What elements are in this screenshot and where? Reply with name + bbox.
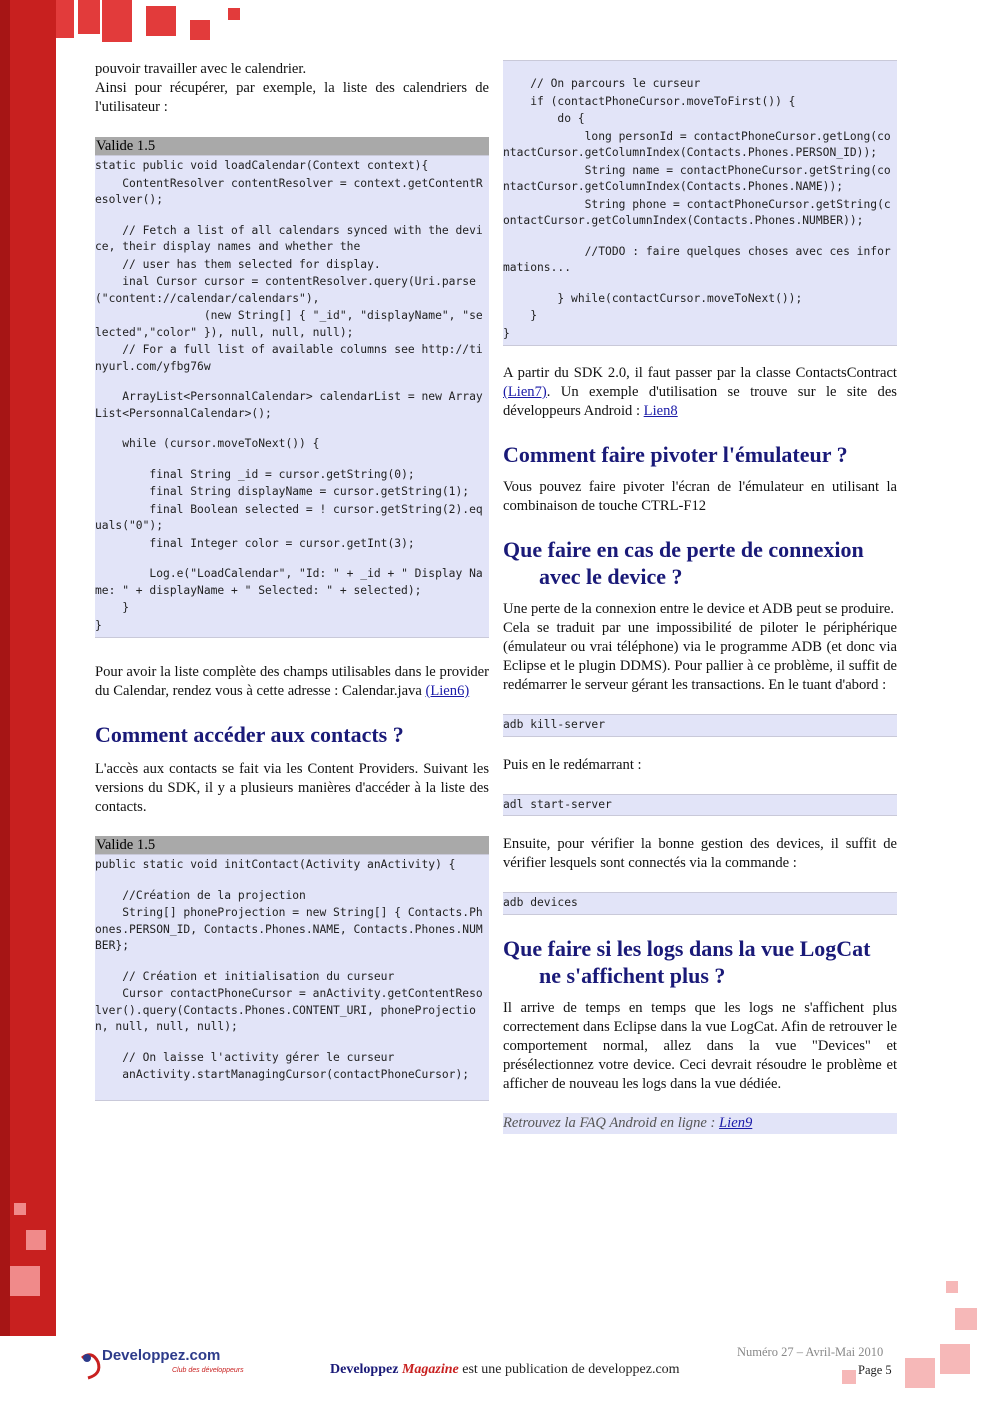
code-line xyxy=(95,210,489,223)
paragraph: Ainsi pour récupérer, par exemple, la liste des calendriers de l'utilisateur : xyxy=(95,80,489,115)
paragraph xyxy=(95,663,489,701)
left-red-band-edge xyxy=(0,0,10,1336)
paragraph: Puis en le redémarrant : xyxy=(503,756,642,773)
code-line xyxy=(503,278,897,291)
logo-subtitle: Club des développeurs xyxy=(172,1367,244,1374)
deco-square xyxy=(955,1308,977,1330)
code-line xyxy=(95,376,489,389)
code-line: final String displayName = cursor.getString(1); xyxy=(95,485,470,498)
code-line: } xyxy=(95,618,102,632)
deco-square xyxy=(842,1370,856,1384)
code-line: while (cursor.moveToNext()) { xyxy=(95,437,320,450)
code-line: // For a full list of available columns see http://tinyurl.com/yfbg76w xyxy=(95,343,483,373)
paragraph-text: A partir du SDK 2.0, il faut passer par la classe ContactsContract xyxy=(503,365,897,381)
deco-square xyxy=(10,1266,40,1296)
deco-square xyxy=(14,1203,26,1215)
faq-note xyxy=(503,1113,897,1134)
code-line xyxy=(95,454,489,467)
left-column xyxy=(95,60,489,1101)
faq-text: Retrouvez la FAQ Android en ligne : xyxy=(503,1114,720,1131)
link-lien9[interactable]: Lien9 xyxy=(719,1114,753,1131)
paragraph-text: . Un exemple d'utilisation se trouve sur le site des développeurs Android : xyxy=(503,384,897,419)
paragraph: Il arrive de temps en temps que les logs ne s'affichent plus correctement dans Eclipse dans la vue LogCat. Afin de retrouver le comportement normal, allez dans la vue "Devices" et présélectionnez votre device. Ceci devrait résoudre le problème et afficher de nouveau les logs dans la vue dédiée. xyxy=(503,999,897,1092)
code-block xyxy=(503,60,897,346)
code-line: } while(contactCursor.moveToNext()); xyxy=(503,291,803,305)
code-line xyxy=(503,231,897,244)
code-line: String[] phoneProjection = new String[] { Contacts.Phones.PERSON_ID, Contacts.Phones.NAME, Contacts.Phones.NUMBER}; xyxy=(95,906,483,952)
code-line xyxy=(95,553,489,566)
code-line: // Fetch a list of all calendars synced with the device, their display names and whether the xyxy=(95,223,483,253)
code-line: // On laisse l'activity gérer le curseur xyxy=(95,1050,395,1064)
deco-square xyxy=(946,1281,958,1293)
issue-number: Numéro 27 – Avril-Mai 2010 xyxy=(737,1345,884,1359)
code-line: // On parcours le curseur xyxy=(503,77,701,90)
code-line: if (contactPhoneCursor.moveToFirst()) { xyxy=(503,94,796,108)
code-line xyxy=(95,423,489,436)
heading-line: avec le device ? xyxy=(539,564,683,589)
publication-line xyxy=(330,1362,680,1378)
code-line: final Boolean selected = ! cursor.getString(2).equals("0"); xyxy=(95,502,483,532)
deco-square xyxy=(26,1230,46,1250)
code-line: anActivity.startManagingCursor(contactPhoneCursor); xyxy=(95,1068,470,1081)
heading-contacts: Comment accéder aux contacts ? xyxy=(95,722,404,747)
heading-line: Que faire si les logs dans la vue LogCat xyxy=(503,935,871,961)
link-lien8[interactable]: Lien8 xyxy=(643,403,678,419)
page-number: Page 5 xyxy=(858,1363,892,1377)
code-line xyxy=(95,875,489,888)
paragraph-text: Pour avoir la liste complète des champs utilisables dans le provider du Calendar, rendez vous à cette adresse : Calendar.java xyxy=(95,664,489,699)
code-block xyxy=(95,155,489,638)
deco-square xyxy=(905,1358,935,1388)
paragraph: pouvoir travailler avec le calendrier. xyxy=(95,61,307,77)
code-line: // user has them selected for display. xyxy=(95,257,381,271)
heading-line: ne s'affichent plus ? xyxy=(539,962,726,988)
command-block: adb devices xyxy=(503,892,897,915)
code-line: } xyxy=(503,309,538,322)
code-line: String name = contactPhoneCursor.getString(contactCursor.getColumnIndex(Contacts.Phones.NAME)); xyxy=(503,163,891,193)
paragraph: Ensuite, pour vérifier la bonne gestion des devices, il suffit de vérifier lesquels sont connectés via la commande : xyxy=(503,836,897,871)
deco-square xyxy=(228,8,240,20)
code-line: // Création et initialisation du curseur xyxy=(95,969,395,983)
code-line: String phone = contactPhoneCursor.getString(contactCursor.getColumnIndex(Contacts.Phones.NUMBER)); xyxy=(503,197,891,227)
code-block-header: Valide 1.5 xyxy=(95,836,489,854)
code-line: Log.e("LoadCalendar", "Id: " + _id + " Display Name: " + displayName + " Selected: " + selected); xyxy=(95,567,483,597)
pub-brand: Developpez xyxy=(330,1362,399,1377)
code-line: (new String[] { "_id", "displayName", "selected","color" }), null, null, null); xyxy=(95,309,483,339)
code-line xyxy=(95,1085,489,1098)
code-block xyxy=(95,854,489,1101)
heading-connexion xyxy=(503,536,897,590)
code-line: ArrayList<PersonnalCalendar> calendarList = new ArrayList<PersonnalCalendar>(); xyxy=(95,390,483,420)
code-block-header: Valide 1.5 xyxy=(95,137,489,155)
right-column xyxy=(503,60,897,1134)
paragraph: L'accès aux contacts se fait via les Content Providers. Suivant les versions du SDK, il y a plusieurs manières d'accéder à la liste des contacts. xyxy=(95,761,489,815)
code-line xyxy=(503,63,897,76)
paragraph: Cela se traduit par une impossibilité de piloter le périphérique (émulateur ou vrai téléphone) via le programme ADB (et donc via Eclipse et le plugin DDMS). Pour pallier à ce problème, il suffit de redémarrer le serveur gérant les transactions. En le tuant d'abord : xyxy=(503,620,897,693)
link-lien6[interactable]: (Lien6) xyxy=(425,683,470,699)
deco-square xyxy=(146,6,176,36)
link-lien7[interactable]: (Lien7) xyxy=(503,384,547,400)
deco-square xyxy=(78,0,100,34)
deco-square xyxy=(102,0,132,42)
code-line: final Integer color = cursor.getInt(3); xyxy=(95,536,415,550)
code-line: //TODO : faire quelques choses avec ces informations... xyxy=(503,244,891,274)
code-line: } xyxy=(503,326,510,340)
code-line: ContentResolver contentResolver = context.getContentResolver(); xyxy=(95,176,483,206)
command-block: adl start-server xyxy=(503,794,897,817)
heading-line: Que faire en cas de perte de connexion xyxy=(503,537,864,562)
heading-logcat xyxy=(503,935,897,989)
command-block: adb kill-server xyxy=(503,714,897,737)
paragraph: Une perte de la connexion entre le device et ADB peut se produire. xyxy=(503,601,895,617)
code-line: inal Cursor cursor = contentResolver.query(Uri.parse("content://calendar/calendars"), xyxy=(95,275,476,305)
heading-pivot: Comment faire pivoter l'émulateur ? xyxy=(503,442,848,467)
pub-magazine: Magazine xyxy=(401,1362,459,1377)
code-line: //Création de la projection xyxy=(95,888,306,902)
code-line xyxy=(95,956,489,969)
logo-text: Developpez.com xyxy=(102,1347,221,1364)
code-line xyxy=(95,1037,489,1050)
paragraph: Vous pouvez faire pivoter l'écran de l'émulateur en utilisant la combinaison de touche CTRL-F12 xyxy=(503,479,897,514)
deco-square xyxy=(940,1344,970,1374)
paragraph xyxy=(503,364,897,421)
code-line: static public void loadCalendar(Context context){ xyxy=(95,159,429,172)
deco-square xyxy=(190,20,210,40)
code-line: public static void initContact(Activity anActivity) { xyxy=(95,858,456,871)
code-line: final String _id = cursor.getString(0); xyxy=(95,467,415,481)
code-line: } xyxy=(95,601,130,614)
code-line: do { xyxy=(503,112,585,125)
pub-rest: est une publication de developpez.com xyxy=(458,1362,680,1377)
code-line: Cursor contactPhoneCursor = anActivity.getContentResolver().query(Contacts.Phones.CONTENT_URI, phoneProjection, null, null, null); xyxy=(95,987,483,1033)
code-line: long personId = contactPhoneCursor.getLong(contactCursor.getColumnIndex(Contacts.Phones.PERSON_ID)); xyxy=(503,129,891,159)
deco-square xyxy=(56,0,74,38)
